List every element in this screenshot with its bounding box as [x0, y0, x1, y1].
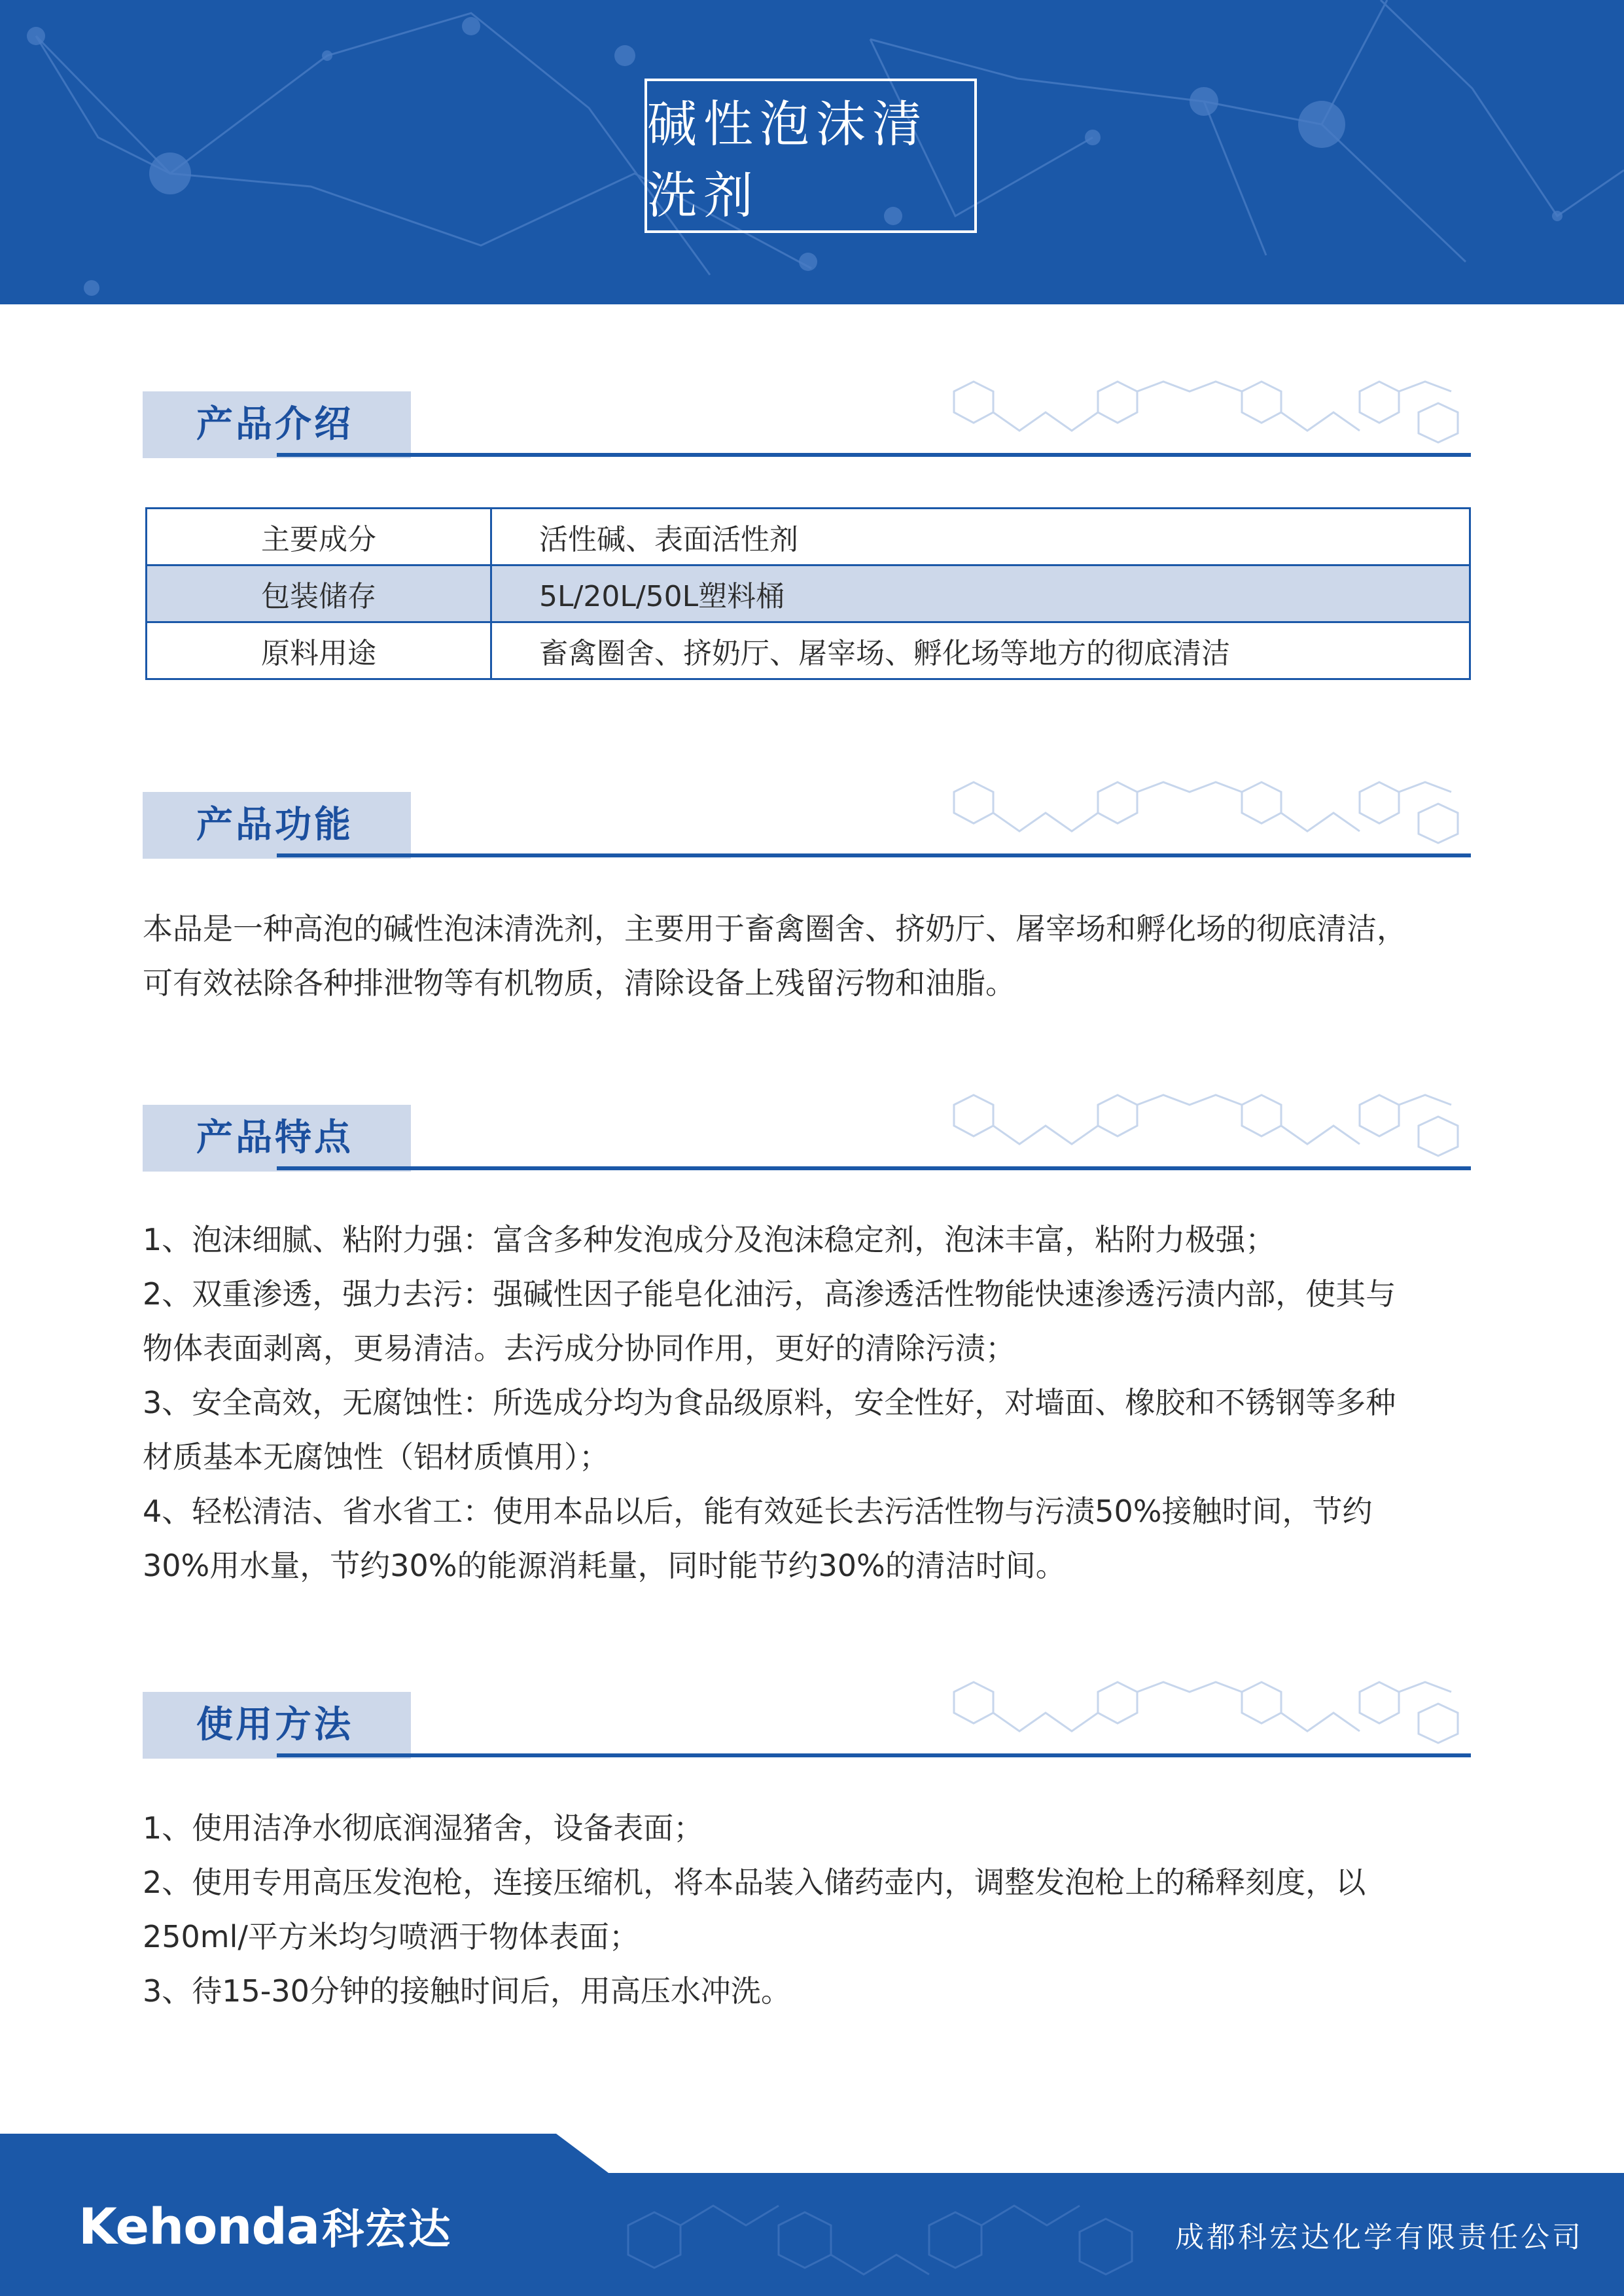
section-title-usage: 使用方法 — [196, 1704, 353, 1746]
spec-label: 原料用途 — [147, 622, 491, 679]
table-row — [147, 565, 1470, 622]
header-banner — [0, 0, 1624, 304]
paragraph-line: 1、使用洁净水彻底润湿猪舍，设备表面； — [143, 1810, 704, 1846]
spec-label: 主要成分 — [147, 509, 491, 565]
paragraph-line: 本品是一种高泡的碱性泡沫清洗剂，主要用于畜禽圈舍、挤奶厅、屠宰场和孵化场的彻底清洁， — [143, 911, 1407, 946]
paragraph-line: 物体表面剥离，更易清洁。去污成分协同作用，更好的清除污渍； — [143, 1331, 1015, 1366]
company-name: 成都科宏达化学有限责任公司 — [1175, 2221, 1583, 2254]
spec-value: 活性碱、表面活性剂 — [491, 509, 1470, 565]
section-tab — [143, 1105, 411, 1172]
section-header-usage — [143, 1692, 1471, 1759]
function-text — [143, 902, 1491, 1011]
section-tab — [143, 391, 411, 458]
section-header-function — [143, 792, 1471, 859]
section-title-intro: 产品介绍 — [196, 403, 353, 446]
features-text — [143, 1213, 1491, 1593]
section-rule — [277, 1166, 1471, 1170]
molecule-structure-decoration — [934, 1672, 1471, 1744]
paragraph-line: 2、双重渗透，强力去污：强碱性因子能皂化油污，高渗透活性物能快速渗透污渍内部，使其与 — [143, 1276, 1396, 1312]
molecule-structure-decoration — [934, 772, 1471, 844]
brand-logo — [79, 2196, 451, 2256]
paragraph-line: 材质基本无腐蚀性（铝材质慎用）； — [143, 1439, 609, 1475]
paragraph-line: 250ml/平方米均匀喷洒于物体表面； — [143, 1919, 639, 1954]
paragraph-line: 可有效祛除各种排泄物等有机物质，清除设备上残留污物和油脂。 — [143, 965, 1015, 1001]
usage-text — [143, 1801, 1491, 2018]
paragraph-line: 4、轻松清洁、省水省工：使用本品以后，能有效延长去污活性物与污渍50%接触时间，节约 — [143, 1494, 1373, 1529]
spec-label: 包装储存 — [147, 565, 491, 622]
paragraph-line: 3、安全高效，无腐蚀性：所选成分均为食品级原料，安全性好，对墙面、橡胶和不锈钢等多种 — [143, 1385, 1396, 1420]
logo-cn: 科宏达 — [322, 2206, 452, 2254]
page-title: 碱性泡沫清洗剂 — [647, 95, 928, 224]
paragraph-line: 2、使用专用高压发泡枪，连接压缩机，将本品装入储药壶内，调整发泡枪上的稀释刻度，以 — [143, 1865, 1366, 1900]
logo-latin: Kehonda — [79, 2197, 320, 2255]
molecule-structure-decoration — [934, 372, 1471, 444]
paragraph-line: 3、待15-30分钟的接触时间后，用高压水冲洗。 — [143, 1973, 791, 2009]
table-row — [147, 622, 1470, 679]
molecule-structure-decoration — [934, 1085, 1471, 1157]
section-rule — [277, 453, 1471, 457]
title-frame — [644, 79, 977, 233]
spec-table — [145, 507, 1471, 680]
section-tab — [143, 1692, 411, 1759]
section-title-function: 产品功能 — [196, 804, 353, 846]
section-title-features: 产品特点 — [196, 1117, 353, 1159]
paragraph-line: 1、泡沫细腻、粘附力强：富含多种发泡成分及泡沫稳定剂，泡沫丰富，粘附力极强； — [143, 1222, 1276, 1257]
section-rule — [277, 853, 1471, 857]
section-header-features — [143, 1105, 1471, 1172]
spec-value: 畜禽圈舍、挤奶厅、屠宰场、孵化场等地方的彻底清洁 — [491, 622, 1470, 679]
paragraph-line: 30%用水量，节约30%的能源消耗量，同时能节约30%的清洁时间。 — [143, 1548, 1066, 1583]
spec-value: 5L/20L/50L塑料桶 — [491, 565, 1470, 622]
section-tab — [143, 792, 411, 859]
footer-banner — [0, 2134, 1624, 2296]
table-row — [147, 509, 1470, 565]
section-header-intro — [143, 391, 1471, 458]
section-rule — [277, 1753, 1471, 1757]
